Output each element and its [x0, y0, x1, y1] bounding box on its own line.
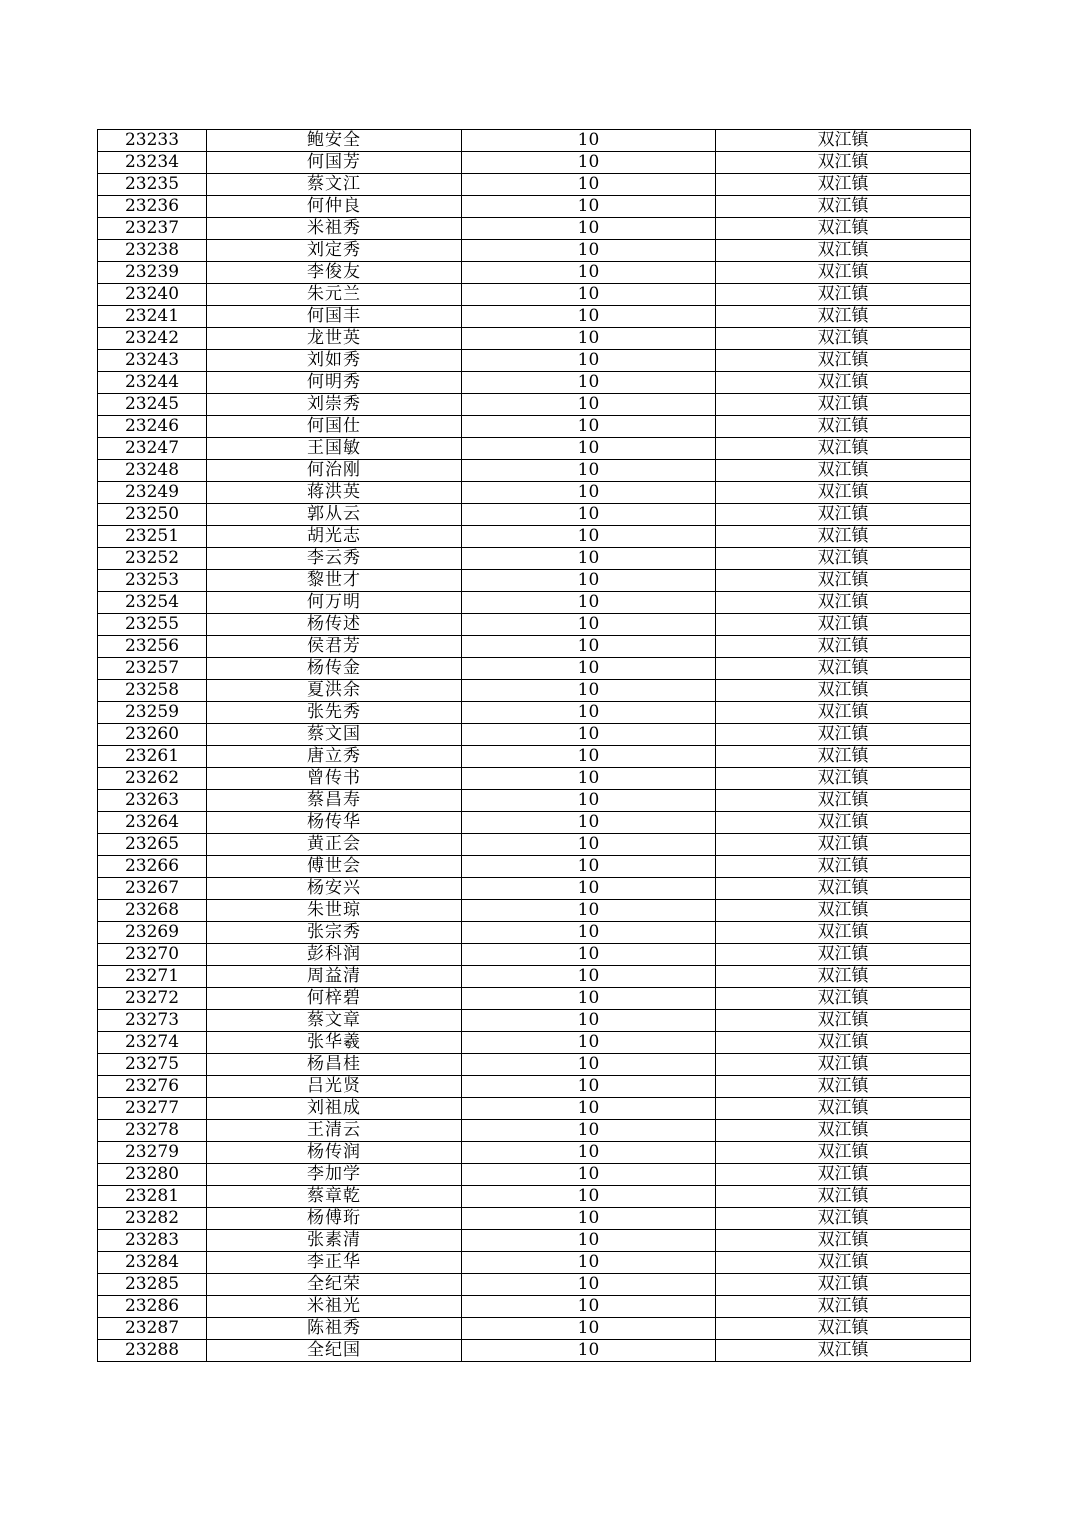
id-cell: 23279 [98, 1142, 207, 1164]
amount-cell: 10 [462, 922, 716, 944]
town-cell: 双江镇 [716, 240, 971, 262]
town-cell: 双江镇 [716, 922, 971, 944]
table-row [98, 1186, 971, 1208]
town-cell: 双江镇 [716, 768, 971, 790]
name-cell: 王清云 [207, 1120, 462, 1142]
town-cell: 双江镇 [716, 372, 971, 394]
town-cell: 双江镇 [716, 460, 971, 482]
amount-cell: 10 [462, 460, 716, 482]
town-cell: 双江镇 [716, 658, 971, 680]
town-cell: 双江镇 [716, 526, 971, 548]
name-cell: 刘定秀 [207, 240, 462, 262]
table-row [98, 1318, 971, 1340]
name-cell: 张宗秀 [207, 922, 462, 944]
name-cell: 何明秀 [207, 372, 462, 394]
town-cell: 双江镇 [716, 504, 971, 526]
table-row [98, 438, 971, 460]
table-row [98, 988, 971, 1010]
id-cell: 23271 [98, 966, 207, 988]
table-row [98, 1208, 971, 1230]
amount-cell: 10 [462, 746, 716, 768]
id-cell: 23277 [98, 1098, 207, 1120]
amount-cell: 10 [462, 1164, 716, 1186]
name-cell: 刘祖成 [207, 1098, 462, 1120]
town-cell: 双江镇 [716, 1120, 971, 1142]
name-cell: 夏洪余 [207, 680, 462, 702]
amount-cell: 10 [462, 504, 716, 526]
amount-cell: 10 [462, 284, 716, 306]
name-cell: 李俊友 [207, 262, 462, 284]
amount-cell: 10 [462, 636, 716, 658]
name-cell: 龙世英 [207, 328, 462, 350]
name-cell: 何梓碧 [207, 988, 462, 1010]
amount-cell: 10 [462, 592, 716, 614]
name-cell: 杨传述 [207, 614, 462, 636]
amount-cell: 10 [462, 878, 716, 900]
amount-cell: 10 [462, 856, 716, 878]
table-row [98, 328, 971, 350]
amount-cell: 10 [462, 680, 716, 702]
town-cell: 双江镇 [716, 988, 971, 1010]
id-cell: 23252 [98, 548, 207, 570]
town-cell: 双江镇 [716, 812, 971, 834]
name-cell: 杨传华 [207, 812, 462, 834]
table-row [98, 1296, 971, 1318]
name-cell: 刘崇秀 [207, 394, 462, 416]
name-cell: 蔡文江 [207, 174, 462, 196]
amount-cell: 10 [462, 1142, 716, 1164]
id-cell: 23288 [98, 1340, 207, 1362]
table-row [98, 306, 971, 328]
id-cell: 23273 [98, 1010, 207, 1032]
amount-cell: 10 [462, 152, 716, 174]
table-row [98, 1274, 971, 1296]
id-cell: 23257 [98, 658, 207, 680]
town-cell: 双江镇 [716, 1186, 971, 1208]
town-cell: 双江镇 [716, 680, 971, 702]
id-cell: 23282 [98, 1208, 207, 1230]
id-cell: 23267 [98, 878, 207, 900]
id-cell: 23262 [98, 768, 207, 790]
table-row [98, 592, 971, 614]
id-cell: 23272 [98, 988, 207, 1010]
town-cell: 双江镇 [716, 350, 971, 372]
name-cell: 周益清 [207, 966, 462, 988]
table-row [98, 1076, 971, 1098]
amount-cell: 10 [462, 1010, 716, 1032]
town-cell: 双江镇 [716, 592, 971, 614]
town-cell: 双江镇 [716, 1032, 971, 1054]
amount-cell: 10 [462, 1296, 716, 1318]
name-cell: 蔡文国 [207, 724, 462, 746]
amount-cell: 10 [462, 1186, 716, 1208]
name-cell: 李云秀 [207, 548, 462, 570]
amount-cell: 10 [462, 416, 716, 438]
amount-cell: 10 [462, 834, 716, 856]
name-cell: 何国芳 [207, 152, 462, 174]
name-cell: 胡光志 [207, 526, 462, 548]
table-row [98, 1120, 971, 1142]
id-cell: 23255 [98, 614, 207, 636]
id-cell: 23266 [98, 856, 207, 878]
amount-cell: 10 [462, 196, 716, 218]
amount-cell: 10 [462, 328, 716, 350]
id-cell: 23258 [98, 680, 207, 702]
name-cell: 杨传润 [207, 1142, 462, 1164]
table-row [98, 1010, 971, 1032]
town-cell: 双江镇 [716, 878, 971, 900]
table-row [98, 614, 971, 636]
town-cell: 双江镇 [716, 570, 971, 592]
id-cell: 23270 [98, 944, 207, 966]
amount-cell: 10 [462, 526, 716, 548]
table-row [98, 240, 971, 262]
id-cell: 23242 [98, 328, 207, 350]
town-cell: 双江镇 [716, 1142, 971, 1164]
id-cell: 23274 [98, 1032, 207, 1054]
town-cell: 双江镇 [716, 900, 971, 922]
id-cell: 23251 [98, 526, 207, 548]
town-cell: 双江镇 [716, 790, 971, 812]
table-row [98, 724, 971, 746]
amount-cell: 10 [462, 570, 716, 592]
name-cell: 李加学 [207, 1164, 462, 1186]
id-cell: 23283 [98, 1230, 207, 1252]
amount-cell: 10 [462, 548, 716, 570]
name-cell: 李正华 [207, 1252, 462, 1274]
id-cell: 23256 [98, 636, 207, 658]
town-cell: 双江镇 [716, 1208, 971, 1230]
town-cell: 双江镇 [716, 1098, 971, 1120]
name-cell: 米祖光 [207, 1296, 462, 1318]
town-cell: 双江镇 [716, 1010, 971, 1032]
amount-cell: 10 [462, 966, 716, 988]
id-cell: 23254 [98, 592, 207, 614]
id-cell: 23253 [98, 570, 207, 592]
town-cell: 双江镇 [716, 614, 971, 636]
town-cell: 双江镇 [716, 1076, 971, 1098]
table-row [98, 702, 971, 724]
table-row [98, 1098, 971, 1120]
table-row [98, 746, 971, 768]
town-cell: 双江镇 [716, 944, 971, 966]
town-cell: 双江镇 [716, 1274, 971, 1296]
name-cell: 张素清 [207, 1230, 462, 1252]
amount-cell: 10 [462, 702, 716, 724]
amount-cell: 10 [462, 394, 716, 416]
id-cell: 23235 [98, 174, 207, 196]
id-cell: 23241 [98, 306, 207, 328]
id-cell: 23259 [98, 702, 207, 724]
table-row [98, 460, 971, 482]
data-table [97, 129, 971, 1362]
town-cell: 双江镇 [716, 636, 971, 658]
town-cell: 双江镇 [716, 1296, 971, 1318]
amount-cell: 10 [462, 1098, 716, 1120]
table-row [98, 1252, 971, 1274]
id-cell: 23244 [98, 372, 207, 394]
amount-cell: 10 [462, 614, 716, 636]
name-cell: 彭科润 [207, 944, 462, 966]
id-cell: 23269 [98, 922, 207, 944]
town-cell: 双江镇 [716, 724, 971, 746]
amount-cell: 10 [462, 768, 716, 790]
id-cell: 23284 [98, 1252, 207, 1274]
amount-cell: 10 [462, 306, 716, 328]
amount-cell: 10 [462, 1274, 716, 1296]
name-cell: 陈祖秀 [207, 1318, 462, 1340]
table-row [98, 856, 971, 878]
name-cell: 何万明 [207, 592, 462, 614]
town-cell: 双江镇 [716, 328, 971, 350]
town-cell: 双江镇 [716, 218, 971, 240]
id-cell: 23239 [98, 262, 207, 284]
amount-cell: 10 [462, 988, 716, 1010]
name-cell: 朱世琼 [207, 900, 462, 922]
id-cell: 23238 [98, 240, 207, 262]
id-cell: 23285 [98, 1274, 207, 1296]
name-cell: 蔡章乾 [207, 1186, 462, 1208]
table-row [98, 526, 971, 548]
name-cell: 蒋洪英 [207, 482, 462, 504]
table-body [98, 130, 971, 1362]
table-row [98, 548, 971, 570]
name-cell: 全纪国 [207, 1340, 462, 1362]
id-cell: 23246 [98, 416, 207, 438]
table-row [98, 262, 971, 284]
name-cell: 刘如秀 [207, 350, 462, 372]
name-cell: 郭从云 [207, 504, 462, 526]
id-cell: 23240 [98, 284, 207, 306]
table-row [98, 636, 971, 658]
table-row [98, 394, 971, 416]
name-cell: 杨传金 [207, 658, 462, 680]
town-cell: 双江镇 [716, 834, 971, 856]
id-cell: 23233 [98, 130, 207, 152]
table-row [98, 1142, 971, 1164]
table-row [98, 834, 971, 856]
amount-cell: 10 [462, 1318, 716, 1340]
id-cell: 23261 [98, 746, 207, 768]
table-row [98, 812, 971, 834]
town-cell: 双江镇 [716, 746, 971, 768]
table-row [98, 284, 971, 306]
name-cell: 何国丰 [207, 306, 462, 328]
table-row [98, 372, 971, 394]
town-cell: 双江镇 [716, 174, 971, 196]
town-cell: 双江镇 [716, 1340, 971, 1362]
id-cell: 23268 [98, 900, 207, 922]
table-row [98, 680, 971, 702]
amount-cell: 10 [462, 790, 716, 812]
id-cell: 23260 [98, 724, 207, 746]
amount-cell: 10 [462, 240, 716, 262]
id-cell: 23247 [98, 438, 207, 460]
name-cell: 侯君芳 [207, 636, 462, 658]
town-cell: 双江镇 [716, 438, 971, 460]
amount-cell: 10 [462, 1340, 716, 1362]
town-cell: 双江镇 [716, 196, 971, 218]
table-row [98, 416, 971, 438]
amount-cell: 10 [462, 1120, 716, 1142]
amount-cell: 10 [462, 350, 716, 372]
name-cell: 何仲良 [207, 196, 462, 218]
town-cell: 双江镇 [716, 306, 971, 328]
table-row [98, 504, 971, 526]
table-row [98, 482, 971, 504]
town-cell: 双江镇 [716, 262, 971, 284]
id-cell: 23276 [98, 1076, 207, 1098]
amount-cell: 10 [462, 944, 716, 966]
name-cell: 蔡昌寿 [207, 790, 462, 812]
town-cell: 双江镇 [716, 1164, 971, 1186]
id-cell: 23237 [98, 218, 207, 240]
table-row [98, 1230, 971, 1252]
name-cell: 米祖秀 [207, 218, 462, 240]
id-cell: 23243 [98, 350, 207, 372]
table-row [98, 1032, 971, 1054]
table-row [98, 130, 971, 152]
name-cell: 黄正会 [207, 834, 462, 856]
town-cell: 双江镇 [716, 416, 971, 438]
table-row [98, 900, 971, 922]
id-cell: 23280 [98, 1164, 207, 1186]
town-cell: 双江镇 [716, 1054, 971, 1076]
table-row [98, 966, 971, 988]
name-cell: 张华羲 [207, 1032, 462, 1054]
amount-cell: 10 [462, 1032, 716, 1054]
amount-cell: 10 [462, 1230, 716, 1252]
amount-cell: 10 [462, 482, 716, 504]
name-cell: 黎世才 [207, 570, 462, 592]
table-row [98, 878, 971, 900]
amount-cell: 10 [462, 1076, 716, 1098]
name-cell: 杨昌桂 [207, 1054, 462, 1076]
amount-cell: 10 [462, 724, 716, 746]
id-cell: 23245 [98, 394, 207, 416]
id-cell: 23248 [98, 460, 207, 482]
name-cell: 王国敏 [207, 438, 462, 460]
amount-cell: 10 [462, 658, 716, 680]
id-cell: 23234 [98, 152, 207, 174]
id-cell: 23287 [98, 1318, 207, 1340]
town-cell: 双江镇 [716, 482, 971, 504]
id-cell: 23286 [98, 1296, 207, 1318]
name-cell: 傅世会 [207, 856, 462, 878]
town-cell: 双江镇 [716, 548, 971, 570]
town-cell: 双江镇 [716, 1252, 971, 1274]
amount-cell: 10 [462, 1252, 716, 1274]
amount-cell: 10 [462, 1208, 716, 1230]
table-row [98, 1054, 971, 1076]
name-cell: 杨傅珩 [207, 1208, 462, 1230]
amount-cell: 10 [462, 130, 716, 152]
town-cell: 双江镇 [716, 152, 971, 174]
amount-cell: 10 [462, 438, 716, 460]
name-cell: 全纪荣 [207, 1274, 462, 1296]
table-row [98, 570, 971, 592]
name-cell: 杨安兴 [207, 878, 462, 900]
id-cell: 23236 [98, 196, 207, 218]
id-cell: 23275 [98, 1054, 207, 1076]
name-cell: 朱元兰 [207, 284, 462, 306]
town-cell: 双江镇 [716, 856, 971, 878]
table-row [98, 1340, 971, 1362]
table-row [98, 152, 971, 174]
name-cell: 吕光贤 [207, 1076, 462, 1098]
town-cell: 双江镇 [716, 702, 971, 724]
id-cell: 23249 [98, 482, 207, 504]
amount-cell: 10 [462, 218, 716, 240]
table-row [98, 350, 971, 372]
name-cell: 张先秀 [207, 702, 462, 724]
amount-cell: 10 [462, 900, 716, 922]
id-cell: 23250 [98, 504, 207, 526]
name-cell: 蔡文章 [207, 1010, 462, 1032]
name-cell: 鲍安全 [207, 130, 462, 152]
town-cell: 双江镇 [716, 1230, 971, 1252]
table-row [98, 658, 971, 680]
amount-cell: 10 [462, 174, 716, 196]
town-cell: 双江镇 [716, 394, 971, 416]
table-row [98, 218, 971, 240]
table-row [98, 196, 971, 218]
table-row [98, 922, 971, 944]
table-row [98, 790, 971, 812]
name-cell: 唐立秀 [207, 746, 462, 768]
amount-cell: 10 [462, 1054, 716, 1076]
amount-cell: 10 [462, 262, 716, 284]
amount-cell: 10 [462, 812, 716, 834]
id-cell: 23278 [98, 1120, 207, 1142]
id-cell: 23265 [98, 834, 207, 856]
amount-cell: 10 [462, 372, 716, 394]
town-cell: 双江镇 [716, 284, 971, 306]
name-cell: 曾传书 [207, 768, 462, 790]
town-cell: 双江镇 [716, 966, 971, 988]
table-row [98, 174, 971, 196]
id-cell: 23281 [98, 1186, 207, 1208]
name-cell: 何国仕 [207, 416, 462, 438]
table-row [98, 1164, 971, 1186]
town-cell: 双江镇 [716, 1318, 971, 1340]
id-cell: 23264 [98, 812, 207, 834]
table-row [98, 944, 971, 966]
name-cell: 何治刚 [207, 460, 462, 482]
table-row [98, 768, 971, 790]
town-cell: 双江镇 [716, 130, 971, 152]
id-cell: 23263 [98, 790, 207, 812]
